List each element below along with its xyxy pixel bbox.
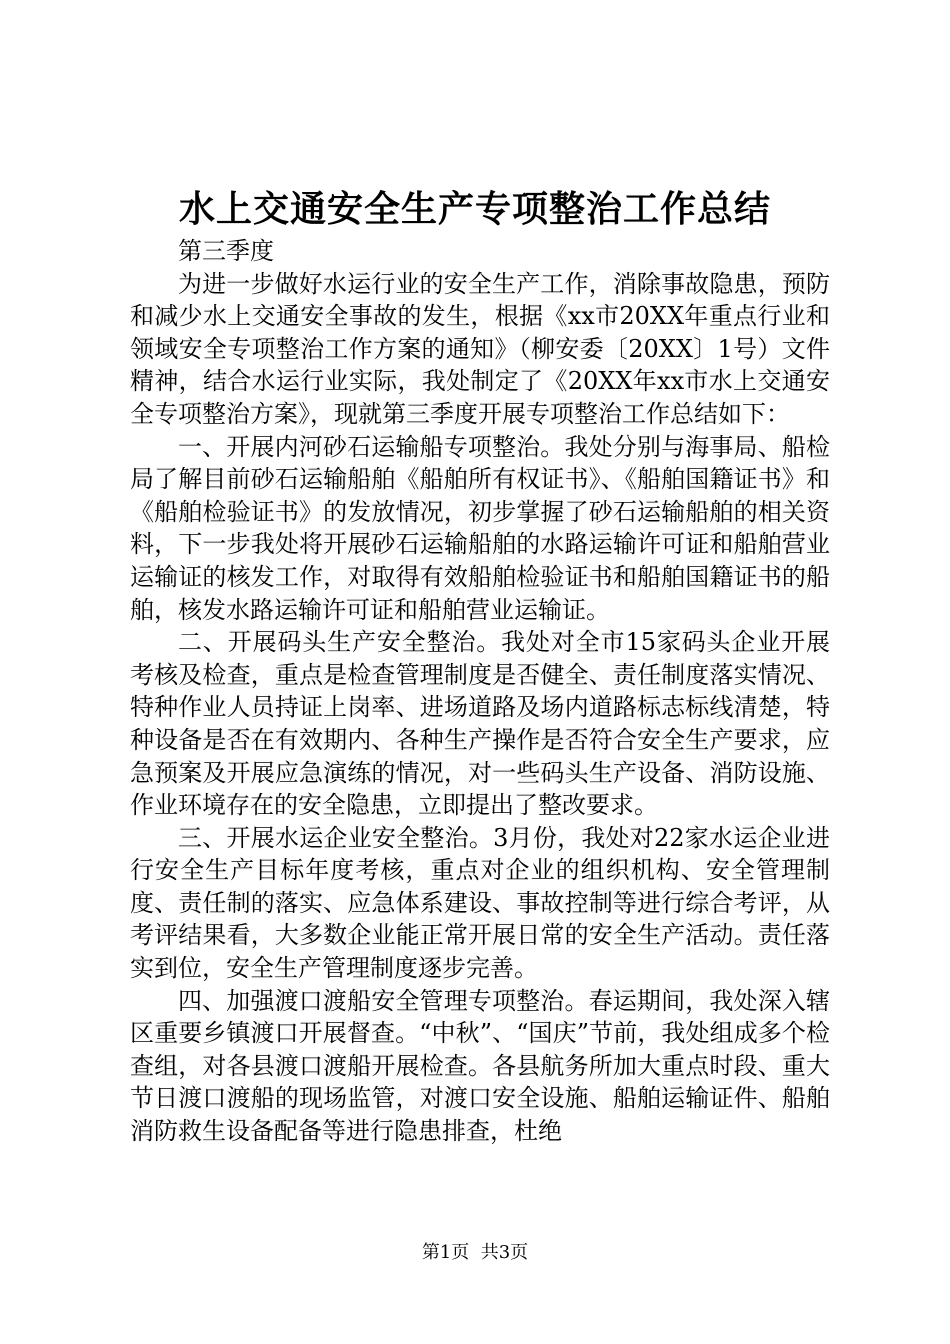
page-number: 第1页	[421, 1242, 470, 1263]
paragraph-section-label: 第三季度	[178, 237, 274, 265]
paragraph-item-3: 三、开展水运企业安全整治。3月份，我处对22家水运企业进行安全生产目标年度考核，重点对企业的组织机构、安全管理制度、责任制的落实、应急体系建设、事故控制等进行综合考评，从考评结果看，大多数企业能正常开展日常的安全生产活动。责任落实到位，安全生产管理制度逐步完善。	[130, 823, 830, 983]
document-title: 水上交通安全生产专项整治工作总结	[178, 188, 771, 230]
footer-spacer	[469, 1242, 480, 1263]
paragraph-item-2: 二、开展码头生产安全整治。我处对全市15家码头企业开展考核及检查，重点是检查管理制度是否健全、责任制度落实情况、特种作业人员持证上岗率、进场道路及场内道路标志标线清楚，特种设备是否在有效期内、各种生产操作是否符合安全生产要求，应急预案及开展应急演练的情况，对一些码头生产设备、消防设施、作业环境存在的安全隐患，立即提出了整改要求。	[130, 628, 830, 820]
paragraph-intro: 为进一步做好水运行业的安全生产工作，消除事故隐患，预防和减少水上交通安全事故的发生，根据《xx市20XX年重点行业和领域安全专项整治工作方案的通知》（柳安委〔20XX〕1号）文件精神，结合水运行业实际，我处制定了《20XX年xx市水上交通安全专项整治方案》，现就第三季度开展专项整治工作总结如下：	[130, 269, 830, 428]
page-footer	[0, 1240, 950, 1266]
paragraph-item-4: 四、加强渡口渡船安全管理专项整治。春运期间，我处深入辖区重要乡镇渡口开展督查。“中秋”、“国庆”节前，我处组成多个检查组，对各县渡口渡船开展检查。各县航务所加大重点时段、重大节日渡口渡船的现场监管，对渡口安全设施、船舶运输证件、船舶消防救生设备配备等进行隐患排查，杜绝	[130, 986, 830, 1146]
paragraph-item-1: 一、开展内河砂石运输船专项整治。我处分别与海事局、船检局了解目前砂石运输船舶《船舶所有权证书》、《船舶国籍证书》和《船舶检验证书》的发放情况，初步掌握了砂石运输船舶的相关资料，下一步我处将开展砂石运输船舶的水路运输许可证和船舶营业运输证的核发工作，对取得有效船舶检验证书和船舶国籍证书的船舶，核发水路运输许可证和船舶营业运输证。	[130, 432, 830, 624]
document-body	[130, 235, 830, 1148]
page-total: 共3页	[480, 1242, 529, 1263]
